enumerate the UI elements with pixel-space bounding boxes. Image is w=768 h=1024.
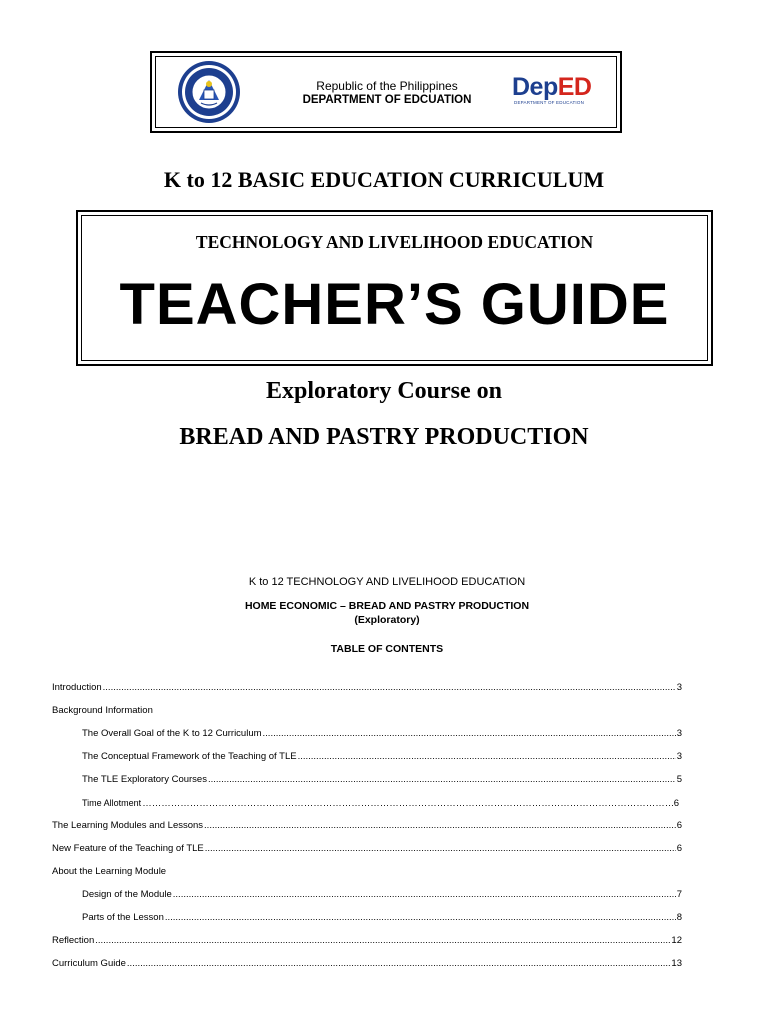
teachers-guide-title: TEACHER’S GUIDE [119,272,670,337]
deped-seal-logo [177,60,241,124]
toc-page: 13 [671,958,682,969]
toc-label: Time Allotment [82,798,142,808]
toc-entry[interactable] [52,682,682,694]
toc-label: Introduction [52,682,102,693]
contents-program: K to 12 TECHNOLOGY AND LIVELIHOOD EDUCATION [248,576,526,588]
toc-page: 12 [671,935,682,946]
toc-entry[interactable] [82,912,682,924]
toc-label: The Overall Goal of the K to 12 Curriculum [82,728,262,739]
republic-line: Republic of the Philippines [316,79,458,93]
toc-page: 3 [676,751,682,762]
toc-label: New Feature of the Teaching of TLE [52,843,204,854]
toc-leader [173,889,676,901]
toc-entry[interactable] [82,797,679,810]
toc-page: 6 [676,843,682,854]
guide-title-box [76,210,713,366]
toc-page: 7 [676,889,682,900]
toc-page: 3 [676,682,682,693]
toc-entry[interactable] [52,843,682,855]
subject-title: TECHNOLOGY AND LIVELIHOOD EDUCATION [195,232,594,252]
toc-leader [204,820,676,832]
toc-label: The Learning Modules and Lessons [52,820,204,831]
toc-label: About the Learning Module [52,866,167,877]
logo-subtitle: DEPARTMENT OF EDUCATION [514,100,585,105]
toc-label: Curriculum Guide [52,958,126,969]
logo-ed: ED [557,73,592,101]
toc-page: 6 [673,798,679,809]
department-line: DEPARTMENT OF EDCUATION [302,94,472,106]
toc-entry[interactable] [82,728,682,740]
deped-wordmark-logo [512,73,602,113]
toc-entry[interactable] [52,705,153,717]
header-banner [150,51,622,133]
toc-leader [208,774,676,786]
toc-leader [103,682,676,694]
toc-leader [142,798,673,810]
banner-text [272,79,502,107]
toc-entry[interactable] [82,889,682,901]
toc-label: Reflection [52,935,95,946]
contents-type: (Exploratory) [354,614,420,626]
toc-entry[interactable] [52,820,682,832]
curriculum-title: K to 12 BASIC EDUCATION CURRICULUM [163,167,605,192]
toc-entry[interactable] [82,751,682,763]
toc-leader [263,728,676,740]
toc-entry[interactable] [52,866,166,878]
contents-title: TABLE OF CONTENTS [330,643,444,655]
toc-label: Background Information [52,705,153,716]
toc-entry[interactable] [82,774,682,786]
toc-leader [127,958,671,970]
toc-page: 6 [676,820,682,831]
toc-page: 5 [676,774,682,785]
toc-leader [165,912,676,924]
logo-dep: Dep [512,73,558,101]
toc-leader [205,843,676,855]
toc-label: Parts of the Lesson [82,912,164,923]
contents-course: HOME ECONOMIC – BREAD AND PASTRY PRODUCTION [244,600,530,612]
course-name: BREAD AND PASTRY PRODUCTION [179,424,589,450]
toc-page: 8 [676,912,682,923]
toc-label: Design of the Module [82,889,172,900]
toc-leader [298,751,676,763]
toc-page: 3 [676,728,682,739]
toc-entry[interactable] [52,935,682,947]
toc-label: The Conceptual Framework of the Teaching of TLE [82,751,297,762]
course-intro: Exploratory Course on [266,378,502,404]
toc-label: The TLE Exploratory Courses [82,774,207,785]
toc-entry[interactable] [52,958,682,970]
toc-leader [95,935,670,947]
